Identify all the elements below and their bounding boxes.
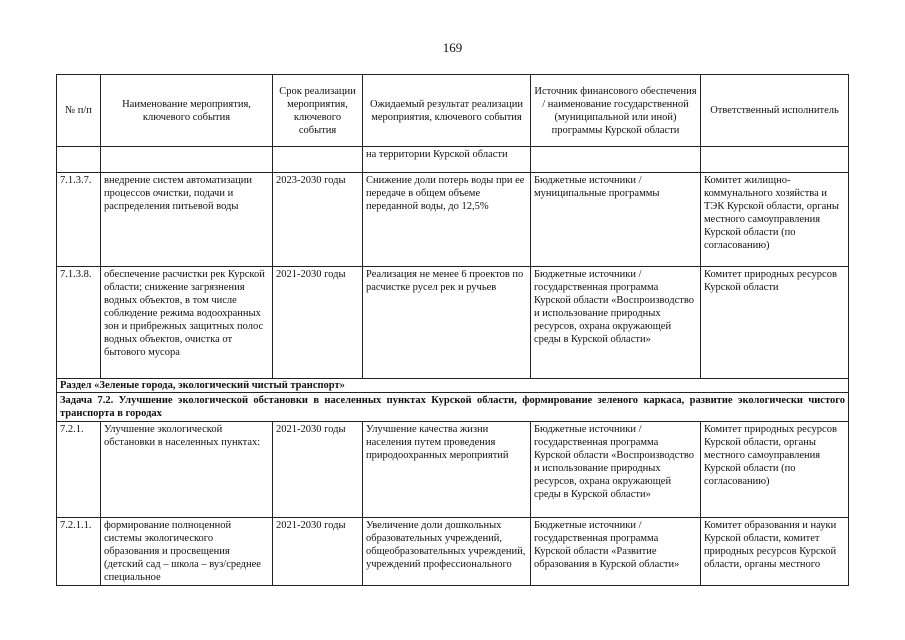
table-row (57, 518, 849, 586)
cell-executor: Комитет природных ресурсов Курской области, органы местного самоуправления Курской области (по согласованию) (701, 422, 849, 518)
cell-term (273, 147, 363, 173)
header-executor: Ответственный исполнитель (701, 75, 849, 147)
header-term: Срок реализации мероприятия, ключевого события (273, 75, 363, 147)
page-number: 169 (442, 40, 463, 55)
cell-source (531, 147, 701, 173)
table-row (57, 147, 849, 173)
table-row (57, 422, 849, 518)
cell-result: Снижение доли потерь воды при ее передаче в общем объеме переданной воды, до 12,5% (363, 173, 531, 267)
cell-term: 2023-2030 годы (273, 173, 363, 267)
cell-source: Бюджетные источники / государственная программа Курской области «Воспроизводство и использование природных ресурсов, охрана окружающей среды в Курской области» (531, 267, 701, 379)
section-row (57, 379, 849, 393)
cell-num: 7.1.3.7. (57, 173, 101, 267)
cell-result: Увеличение доли дошкольных образовательных учреждений, общеобразовательных учреждений, учреждений профессионального (363, 518, 531, 586)
header-result: Ожидаемый результат реализации мероприятия, ключевого события (363, 75, 531, 147)
cell-num: 7.1.3.8. (57, 267, 101, 379)
table-row (57, 267, 849, 379)
table-header-row (57, 75, 849, 147)
measures-table (56, 74, 849, 586)
cell-term: 2021-2030 годы (273, 267, 363, 379)
cell-num: 7.2.1.1. (57, 518, 101, 586)
table-row (57, 173, 849, 267)
cell-source: Бюджетные источники / государственная программа Курской области «Воспроизводство и использование природных ресурсов, охрана окружающей среды в Курской области» (531, 422, 701, 518)
cell-source: Бюджетные источники / муниципальные программы (531, 173, 701, 267)
cell-num (57, 147, 101, 173)
cell-result: Улучшение качества жизни населения путем проведения природоохранных мероприятий (363, 422, 531, 518)
cell-num: 7.2.1. (57, 422, 101, 518)
cell-name: обеспечение расчистки рек Курской области; снижение загрязнения водных объектов, в том числе соблюдение режима водоохранных зон и прибрежных защитных полос водных объектов, очистка от бытового мусора (101, 267, 273, 379)
section-title: Раздел «Зеленые города, экологический чистый транспорт» (57, 379, 849, 393)
cell-executor: Комитет природных ресурсов Курской области (701, 267, 849, 379)
cell-term: 2021-2030 годы (273, 422, 363, 518)
header-num: № п/п (57, 75, 101, 147)
cell-name: формирование полноценной системы экологического образования и просвещения (детский сад – школа – вуз/среднее специальное (101, 518, 273, 586)
cell-name (101, 147, 273, 173)
cell-source: Бюджетные источники / государственная программа Курской области «Развитие образования в Курской области» (531, 518, 701, 586)
cell-result: на территории Курской области (363, 147, 531, 173)
cell-name: Улучшение экологической обстановки в населенных пунктах: (101, 422, 273, 518)
cell-term: 2021-2030 годы (273, 518, 363, 586)
cell-name: внедрение систем автоматизации процессов очистки, подачи и распределения питьевой воды (101, 173, 273, 267)
header-name: Наименование мероприятия, ключевого события (101, 75, 273, 147)
header-source: Источник финансового обеспечения / наименование государственной (муниципальной или иной) программы Курской области (531, 75, 701, 147)
cell-executor: Комитет образования и науки Курской области, комитет природных ресурсов Курской области, органы местного (701, 518, 849, 586)
cell-executor: Комитет жилищно-коммунального хозяйства и ТЭК Курской области, органы местного самоуправления Курской области (по согласованию) (701, 173, 849, 267)
task-row (57, 393, 849, 422)
cell-result: Реализация не менее 6 проектов по расчистке русел рек и ручьев (363, 267, 531, 379)
task-title: Задача 7.2. Улучшение экологической обстановки в населенных пунктах Курской области, формирование зеленого каркаса, развитие экологически чистого транспорта в городах (57, 393, 849, 422)
cell-executor (701, 147, 849, 173)
